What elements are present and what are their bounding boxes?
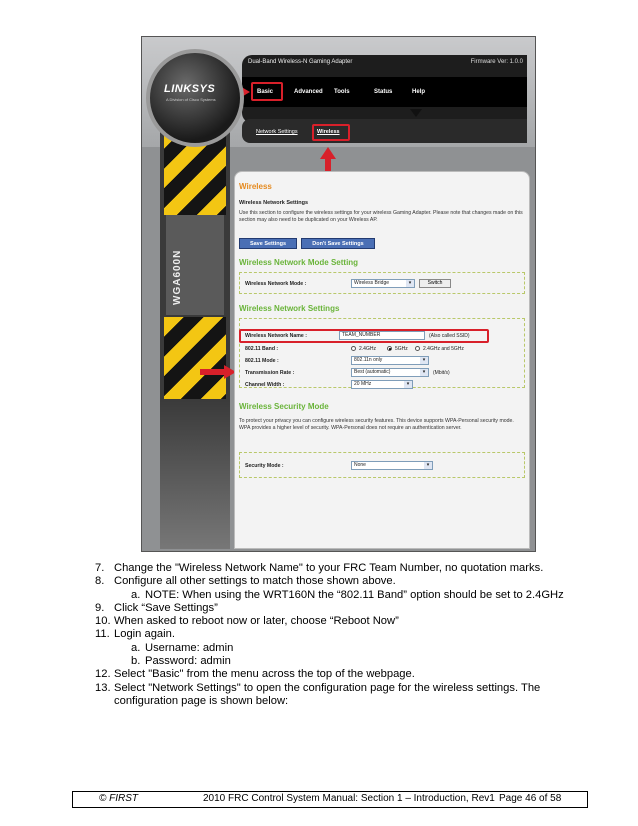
menu-advanced[interactable]: Advanced (294, 89, 323, 95)
chevron-down-icon: ▾ (424, 462, 432, 469)
rate-value: Best (automatic) (354, 369, 391, 375)
save-settings-button[interactable]: Save Settings (239, 238, 297, 249)
band-option-both: 2.4GHz and 5GHz (423, 346, 464, 352)
basic-highlight-box (251, 82, 283, 101)
step-continuation: configuration page is shown below: (114, 694, 289, 707)
band-radio-both[interactable] (415, 346, 420, 351)
page-footer (72, 791, 588, 808)
security-select[interactable] (351, 461, 433, 470)
menu-help[interactable]: Help (412, 89, 426, 95)
rate-label: Transmission Rate : (245, 370, 295, 376)
mode-heading: Wireless Network Mode Setting (239, 258, 359, 267)
step-item: 8. Configure all other settings to match those shown above. (95, 575, 396, 588)
right-arrow-icon (200, 365, 236, 379)
settings-panel (234, 171, 530, 549)
firmware-version: Firmware Ver: 1.0.0 (470, 59, 523, 65)
security-heading: Wireless Security Mode (239, 402, 329, 411)
menu-basic[interactable]: Basic (257, 89, 274, 95)
step-item: 7. Change the "Wireless Network Name" to your FRC Team Number, no quotation marks. (95, 562, 544, 574)
band-radio-24[interactable] (351, 346, 356, 351)
step-item: 9. Click “Save Settings” (95, 601, 218, 614)
section-title: Wireless Network Settings (239, 200, 309, 206)
width-select[interactable] (351, 380, 413, 389)
rate-select[interactable] (351, 368, 429, 377)
mode-value: Wireless Bridge (354, 280, 390, 286)
hazard-stripes-bottom (164, 317, 226, 399)
chevron-down-icon: ▾ (420, 369, 428, 376)
mode-label: Wireless Network Mode : (245, 281, 307, 287)
subtab-network-settings[interactable]: Network Settings (256, 129, 298, 135)
security-label: Security Mode : (245, 463, 284, 469)
footer-title: 2010 FRC Control System Manual: Section 1 – Introduction, Rev1 (203, 793, 495, 804)
step-item: 11. Login again. (95, 628, 175, 641)
logo-text: LINKSYS (164, 83, 216, 95)
network-heading: Wireless Network Settings (239, 304, 340, 313)
dont-save-settings-button[interactable]: Don't Save Settings (301, 238, 375, 249)
left-column-base (160, 399, 230, 549)
security-text: To protect your privacy you can configure wireless security features. This device supports WPA-Personal security mode. WPA provides a higher level of security. WPA-Personal does not require an authentication server. (239, 418, 514, 431)
security-value: None (354, 462, 366, 468)
triangle-down-icon (410, 109, 422, 117)
band-option-5: 5GHz (395, 346, 408, 352)
chevron-down-icon: ▾ (420, 357, 428, 364)
model-label: WGA600N (172, 249, 183, 305)
ssid-hint: (Also called SSID) (429, 333, 470, 339)
rate-unit: (Mbit/s) (433, 370, 450, 376)
step-subitem: a. Username: admin (131, 641, 234, 654)
network-name-label: Wireless Network Name : (245, 333, 307, 339)
page-title: Wireless (239, 182, 272, 191)
mode-select[interactable] (351, 279, 415, 288)
product-name: Dual-Band Wireless-N Gaming Adapter (248, 59, 353, 65)
chevron-down-icon: ▾ (406, 280, 414, 287)
switch-button[interactable]: Switch (419, 279, 451, 288)
chevron-down-icon: ▾ (404, 381, 412, 388)
width-label: Channel Width : (245, 382, 285, 388)
router-ui-screenshot (141, 36, 536, 552)
footer-page-number: Page 46 of 58 (499, 793, 562, 804)
step-subitem: b. Password: admin (131, 655, 231, 668)
band-radio-5[interactable] (387, 346, 392, 351)
menu-tools[interactable]: Tools (334, 89, 350, 95)
subtab-wireless[interactable]: Wireless (317, 129, 340, 135)
logo-subtext: A Division of Cisco Systems (166, 97, 216, 102)
step-subitem: a. NOTE: When using the WRT160N the “802.11 Band” option should be set to 2.4GHz (131, 588, 564, 601)
band-label: 802.11 Band : (245, 346, 279, 352)
mode-80211-select[interactable] (351, 356, 429, 365)
menu-status[interactable]: Status (374, 89, 393, 95)
network-name-input[interactable]: TEAM_NUMBER (339, 331, 425, 340)
intro-text: Use this section to configure the wireless settings for your wireless Gaming Adapter. Please note that changes made on this section may also need to be duplicated on your Wireless AP. (239, 210, 523, 223)
band-option-24: 2.4GHz (359, 346, 376, 352)
mode-80211-label: 802.11 Mode : (245, 358, 279, 364)
footer-copyright: © FIRST (99, 793, 139, 804)
mode-80211-value: 802.11n only (354, 357, 383, 363)
step-item: 10. When asked to reboot now or later, choose “Reboot Now” (95, 615, 399, 628)
step-item: 13. Select "Network Settings" to open the configuration page for the wireless settings. The (95, 681, 541, 694)
step-item: 12. Select "Basic" from the menu across the top of the webpage. (95, 668, 415, 681)
instruction-steps (95, 562, 605, 708)
wireless-highlight-box (312, 124, 350, 141)
width-value: 20 MHz (354, 381, 372, 387)
